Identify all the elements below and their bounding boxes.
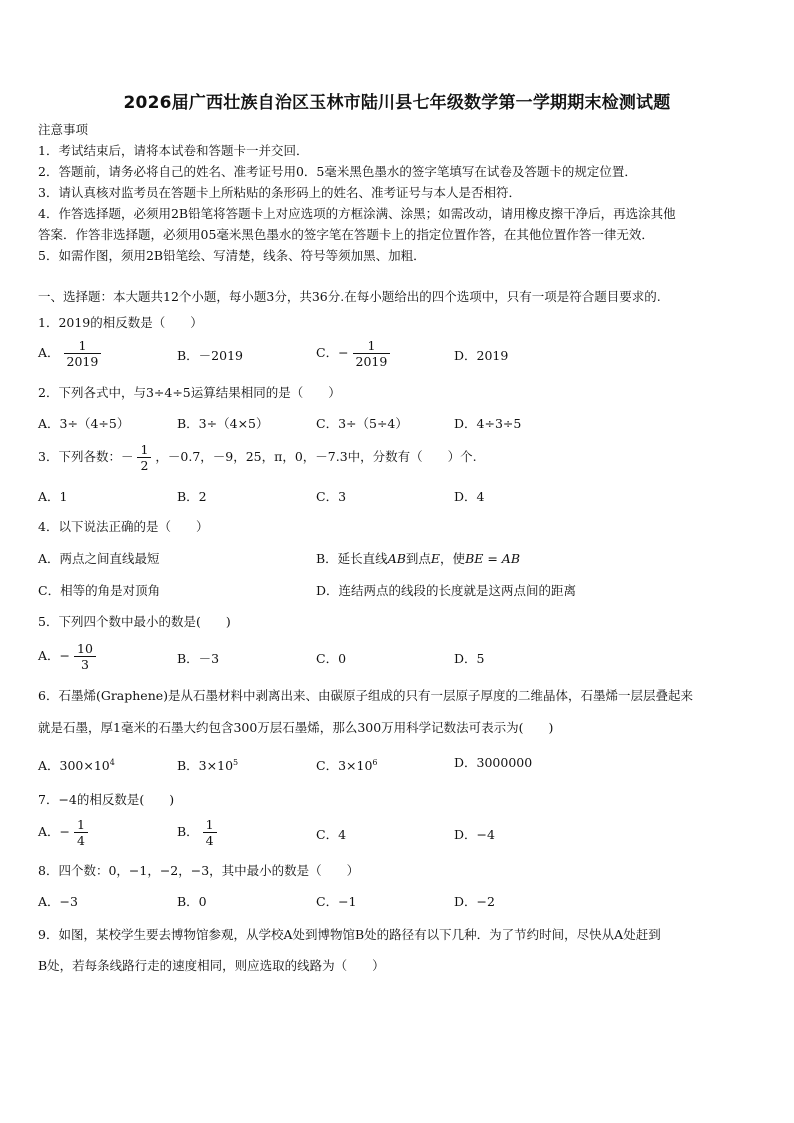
q1-option-d: D．2019 (454, 348, 509, 363)
q7-option-c: C．4 (316, 827, 347, 842)
fraction: $\frac{1}{4}$ (203, 817, 217, 848)
q6-option-c: C．$3\times 10^6$ (316, 758, 378, 774)
q3-option-b: B．2 (177, 489, 207, 504)
q8-option-a: A．−3 (38, 894, 78, 909)
q7-option-d: D．−4 (454, 827, 495, 842)
notice-item: 4．作答选择题，必须用2B铅笔将答题卡上对应选项的方框涂满、涂黑；如需改动，请用橡皮擦干净后，再选涂其他 (38, 206, 676, 221)
q4-option-c: C．相等的角是对顶角 (38, 583, 161, 598)
notice-item: 2．答题前，请务必将自己的姓名、准考证号用0．5毫米黑色墨水的签字笔填写在试卷及答题卡的规定位置． (38, 164, 637, 179)
question-8-stem: 8．四个数：0，−1，−2，−3，其中最小的数是（ ） (38, 863, 360, 878)
fraction: $\frac{1}{2019}$ (64, 338, 102, 369)
q3-option-d: D．4 (454, 489, 485, 504)
question-2-stem: 2．下列各式中，与3÷4÷5运算结果相同的是（ ） (38, 385, 341, 400)
q2-option-d: D．4÷3÷5 (454, 416, 522, 431)
question-4-stem: 4．以下说法正确的是（ ） (38, 519, 209, 534)
q4-option-b: B．延长直线AB到点E，使BE = AB (316, 551, 521, 566)
q6-option-b: B．$3\times 10^5$ (177, 758, 239, 774)
q8-option-c: C．−1 (316, 894, 357, 909)
q4-option-a: A．两点之间直线最短 (38, 551, 160, 566)
fraction: $\frac{1}{2}$ (137, 442, 151, 473)
q8-option-d: D．−2 (454, 894, 495, 909)
question-9-stem-line-1: 9．如图，某校学生要去博物馆参观，从学校A处到博物馆B处的路径有以下几种．为了节约时间，尽快从A处赶到 (38, 927, 661, 942)
q6-option-d: D．3000000 (454, 755, 533, 770)
q2-option-b: B．3÷（4×5） (177, 416, 269, 431)
q2-option-c: C．3÷（5÷4） (316, 416, 408, 431)
section-heading: 一、选择题：本大题共12个小题，每小题3分，共36分.在每小题给出的四个选项中，只有一项是符合题目要求的. (38, 289, 661, 304)
notice-heading: 注意事项 (38, 122, 89, 137)
q3-option-c: C．3 (316, 489, 347, 504)
q7-option-a: A．− $\frac{1}{4}$ (38, 817, 88, 848)
fraction: $\frac{1}{4}$ (74, 817, 88, 848)
notice-item: 3．请认真核对监考员在答题卡上所粘贴的条形码上的姓名、准考证号与本人是否相符． (38, 185, 521, 200)
q4-option-d: D．连结两点的线段的长度就是这两点间的距离 (316, 583, 577, 598)
notice-item: 1．考试结束后，请将本试卷和答题卡一并交回． (38, 143, 309, 158)
fraction: $\frac{1}{2019}$ (353, 338, 391, 369)
q3-option-a: A．1 (38, 489, 68, 504)
notice-item: 5．如需作图，须用2B铅笔绘、写清楚，线条、符号等须加黑、加粗． (38, 248, 426, 263)
question-5-stem: 5．下列四个数中最小的数是( ) (38, 614, 231, 629)
q5-option-a: A．− $\frac{10}{3}$ (38, 641, 96, 672)
notice-item: 答案．作答非选择题，必须用05毫米黑色墨水的签字笔在答题卡上的指定位置作答，在其他位置作答一律无效． (38, 227, 654, 242)
question-9-stem-line-2: B处，若每条线路行走的速度相同，则应选取的线路为（ ） (38, 958, 385, 973)
question-1-stem: 1．2019的相反数是（ ） (38, 315, 203, 330)
q2-option-a: A．3÷（4÷5） (38, 416, 130, 431)
fraction: $\frac{10}{3}$ (74, 641, 96, 672)
page-title: 2026届广西壮族自治区玉林市陆川县七年级数学第一学期期末检测试题 (123, 93, 671, 113)
question-6-stem-line-1: 6．石墨烯(Graphene)是从石墨材料中剥离出来、由碳原子组成的只有一层原子厚度的二维晶体，石墨烯一层层叠起来 (38, 688, 694, 703)
question-6-stem-line-2: 就是石墨，厚1毫米的石墨大约包含300万层石墨烯，那么300万用科学记数法可表示为( ) (38, 720, 554, 735)
q5-option-c: C．0 (316, 651, 347, 666)
q5-option-d: D．5 (454, 651, 485, 666)
q1-option-b: B．－2019 (177, 348, 243, 363)
q6-option-a: A．$300\times 10^4$ (38, 758, 115, 774)
q7-option-b: B． $\frac{1}{4}$ (177, 817, 217, 848)
question-7-stem: 7．−4的相反数是( ) (38, 792, 175, 807)
question-3-stem: 3．下列各数：－ $\frac{1}{2}$ ，－0.7，－9，25，π，0，－7.3中，分数有（ ）个. (38, 442, 477, 473)
q1-option-c: C．− $\frac{1}{2019}$ (316, 338, 390, 369)
q5-option-b: B．－3 (177, 651, 220, 666)
q1-option-a: A． $\frac{1}{2019}$ (38, 338, 101, 369)
q8-option-b: B．0 (177, 894, 207, 909)
